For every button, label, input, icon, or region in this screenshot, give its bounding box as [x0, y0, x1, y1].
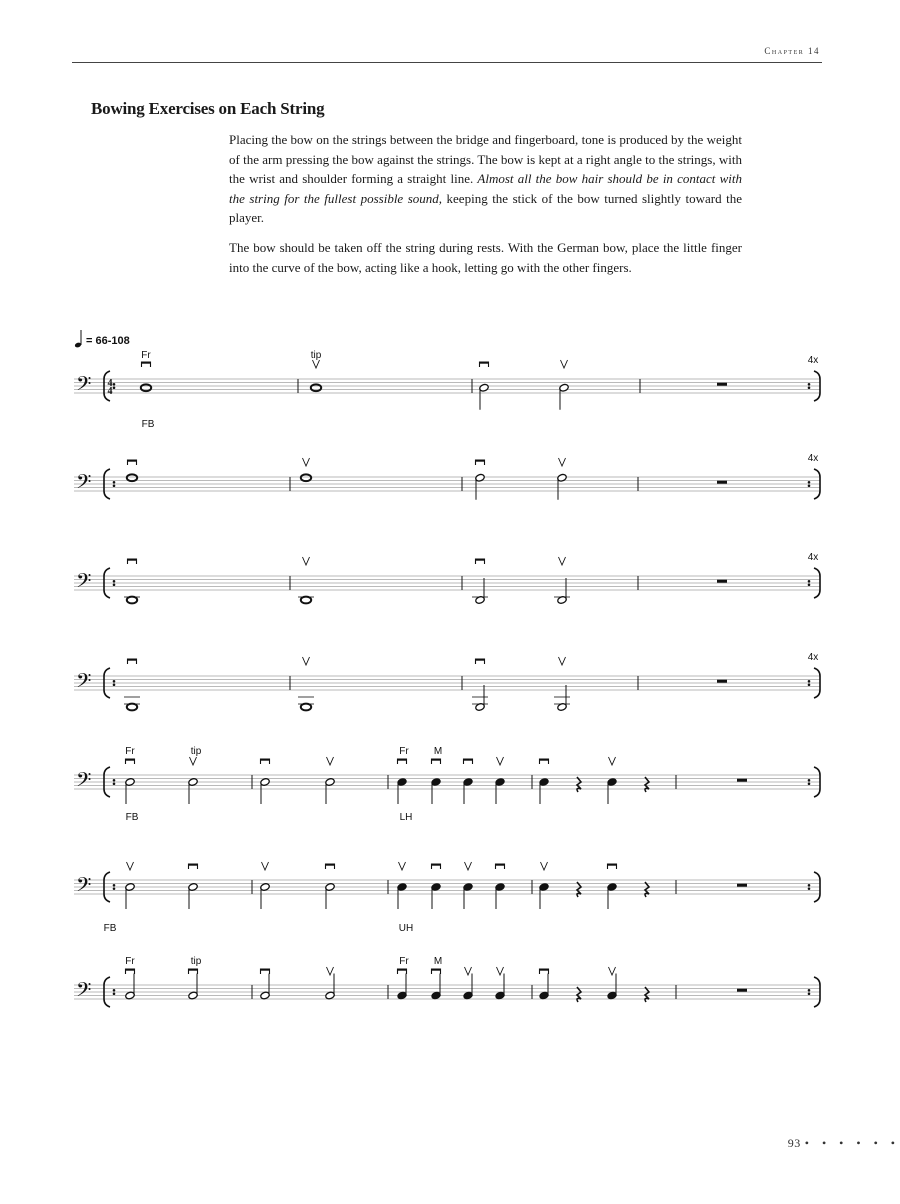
repeat-dot: [808, 989, 811, 992]
paragraph-2: The bow should be taken off the string during rests. With the German bow, place the little finger into the curve of the bow, acting like a hook, letting go with the other fingers.: [229, 240, 742, 275]
whole-note: [141, 384, 151, 391]
whole-note: [127, 474, 137, 481]
whole-rest: [717, 383, 727, 386]
up-bow-mark: [609, 967, 616, 975]
repeat-dot: [113, 580, 116, 583]
whole-note: [301, 704, 311, 711]
repeat-dot: [113, 481, 116, 484]
label-frog: Fr: [399, 746, 409, 757]
time-signature-top: 4: [107, 378, 113, 389]
down-bow-bar: [432, 864, 441, 866]
label-frog: Fr: [125, 956, 135, 967]
whole-rest: [737, 779, 747, 782]
repeat-dot: [808, 481, 811, 484]
up-bow-mark: [465, 862, 472, 870]
label-tip: tip: [190, 956, 202, 967]
whole-note: [127, 597, 137, 604]
whole-note: [301, 474, 311, 481]
down-bow-bar: [476, 559, 485, 561]
repeat-dot: [113, 683, 116, 686]
up-bow-mark: [303, 557, 310, 565]
down-bow-bar: [128, 559, 137, 561]
up-bow-mark: [561, 360, 568, 368]
repeat-dot: [113, 680, 116, 683]
label-frog: Fr: [125, 746, 135, 757]
quarter-rest: [577, 777, 581, 792]
down-bow-bar: [476, 659, 485, 661]
paragraph-1-emphasis: Almost all the bow hair should be in contact with the string for the fullest possible sound,: [229, 171, 742, 206]
down-bow-bar: [540, 759, 549, 761]
up-bow-mark: [609, 757, 616, 765]
tempo-marking: = 66-108: [86, 335, 130, 347]
repeat-dot: [808, 383, 811, 386]
paragraph-1-part-a: Placing the bow on the strings between the bridge and fingerboard, tone is produced by the weight of the arm pressing the bow against the strings. The bow is kept at a right angle to the strings, with the wrist and shoulder forming a straight line.: [229, 132, 742, 187]
bass-clef: 𝄢: [76, 873, 92, 901]
whole-rest: [737, 884, 747, 887]
down-bow-bar: [608, 864, 617, 866]
repeat-count: 4x: [807, 453, 819, 464]
quarter-rest: [577, 882, 581, 897]
down-bow-bar: [128, 659, 137, 661]
quarter-rest: [645, 987, 649, 1002]
time-signature-bottom: 4: [107, 386, 113, 397]
whole-rest: [717, 580, 727, 583]
up-bow-mark: [190, 757, 197, 765]
label-fb: FB: [125, 812, 139, 823]
down-bow-bar: [398, 969, 407, 971]
down-bow-bar: [476, 460, 485, 462]
repeat-dot: [113, 383, 116, 386]
repeat-dot: [113, 884, 116, 887]
paragraph-1-part-b: keeping the stick of the bow turned slightly toward the player.: [229, 190, 742, 226]
down-bow-bar: [261, 969, 270, 971]
down-bow-bar: [126, 759, 135, 761]
label-tip: tip: [190, 746, 202, 757]
quarter-rest: [577, 987, 581, 1002]
page-footer: [788, 1136, 900, 1151]
up-bow-mark: [497, 967, 504, 975]
quarter-rest: [645, 882, 649, 897]
bass-clef: 𝄢: [76, 978, 92, 1006]
repeat-dot: [808, 580, 811, 583]
label-fb: FB: [103, 923, 117, 934]
down-bow-bar: [128, 460, 137, 462]
repeat-count: 4x: [807, 652, 819, 663]
label-fb: FB: [141, 419, 155, 430]
repeat-count: 4x: [807, 355, 819, 366]
section-title: Bowing Exercises on Each String: [91, 99, 325, 118]
up-bow-mark: [262, 862, 269, 870]
up-bow-mark: [559, 557, 566, 565]
whole-note: [127, 704, 137, 711]
repeat-dot: [808, 779, 811, 782]
repeat-dot: [808, 782, 811, 785]
up-bow-mark: [327, 967, 334, 975]
repeat-dot: [113, 989, 116, 992]
up-bow-mark: [127, 862, 134, 870]
whole-rest: [737, 989, 747, 992]
whole-note: [311, 384, 321, 391]
down-bow-bar: [126, 969, 135, 971]
down-bow-bar: [189, 864, 198, 866]
repeat-dot: [808, 887, 811, 890]
label-frog: Fr: [399, 956, 409, 967]
bass-clef: 𝄢: [76, 569, 92, 597]
repeat-dot: [808, 884, 811, 887]
up-bow-mark: [327, 757, 334, 765]
repeat-dot: [113, 583, 116, 586]
down-bow-bar: [398, 759, 407, 761]
label-middle: M: [433, 956, 443, 967]
bass-clef: 𝄢: [76, 372, 92, 400]
down-bow-bar: [540, 969, 549, 971]
up-bow-mark: [541, 862, 548, 870]
footer-dots: • • • • • •: [804, 1136, 900, 1150]
down-bow-bar: [432, 759, 441, 761]
up-bow-mark: [465, 967, 472, 975]
repeat-dot: [808, 680, 811, 683]
down-bow-bar: [326, 864, 335, 866]
up-bow-mark: [303, 657, 310, 665]
up-bow-mark: [399, 862, 406, 870]
repeat-dot: [808, 683, 811, 686]
whole-rest: [717, 481, 727, 484]
down-bow-bar: [480, 362, 489, 364]
label-tip: tip: [310, 350, 322, 361]
down-bow-bar: [261, 759, 270, 761]
repeat-dot: [808, 992, 811, 995]
down-bow-bar: [142, 362, 151, 364]
bass-clef: 𝄢: [76, 669, 92, 697]
repeat-dot: [113, 386, 116, 389]
label-lower-half: LH: [399, 812, 413, 823]
label-frog: Fr: [141, 350, 151, 361]
down-bow-bar: [189, 969, 198, 971]
up-bow-mark: [559, 657, 566, 665]
page-number: 93: [787, 1136, 801, 1150]
repeat-dot: [113, 779, 116, 782]
label-middle: M: [433, 746, 443, 757]
whole-rest: [717, 680, 727, 683]
down-bow-bar: [432, 969, 441, 971]
quarter-rest: [645, 777, 649, 792]
up-bow-mark: [303, 458, 310, 466]
bass-clef: 𝄢: [76, 768, 92, 796]
up-bow-mark: [497, 757, 504, 765]
repeat-count: 4x: [807, 552, 819, 563]
repeat-dot: [113, 484, 116, 487]
label-upper-half: UH: [398, 923, 414, 934]
repeat-dot: [808, 386, 811, 389]
repeat-dot: [808, 583, 811, 586]
whole-note: [301, 597, 311, 604]
down-bow-bar: [464, 759, 473, 761]
up-bow-mark: [313, 360, 320, 368]
bass-clef: 𝄢: [76, 470, 92, 498]
up-bow-mark: [559, 458, 566, 466]
chapter-label: Chapter 14: [764, 46, 820, 56]
down-bow-bar: [496, 864, 505, 866]
repeat-dot: [113, 887, 116, 890]
repeat-dot: [113, 992, 116, 995]
repeat-dot: [808, 484, 811, 487]
repeat-dot: [113, 782, 116, 785]
